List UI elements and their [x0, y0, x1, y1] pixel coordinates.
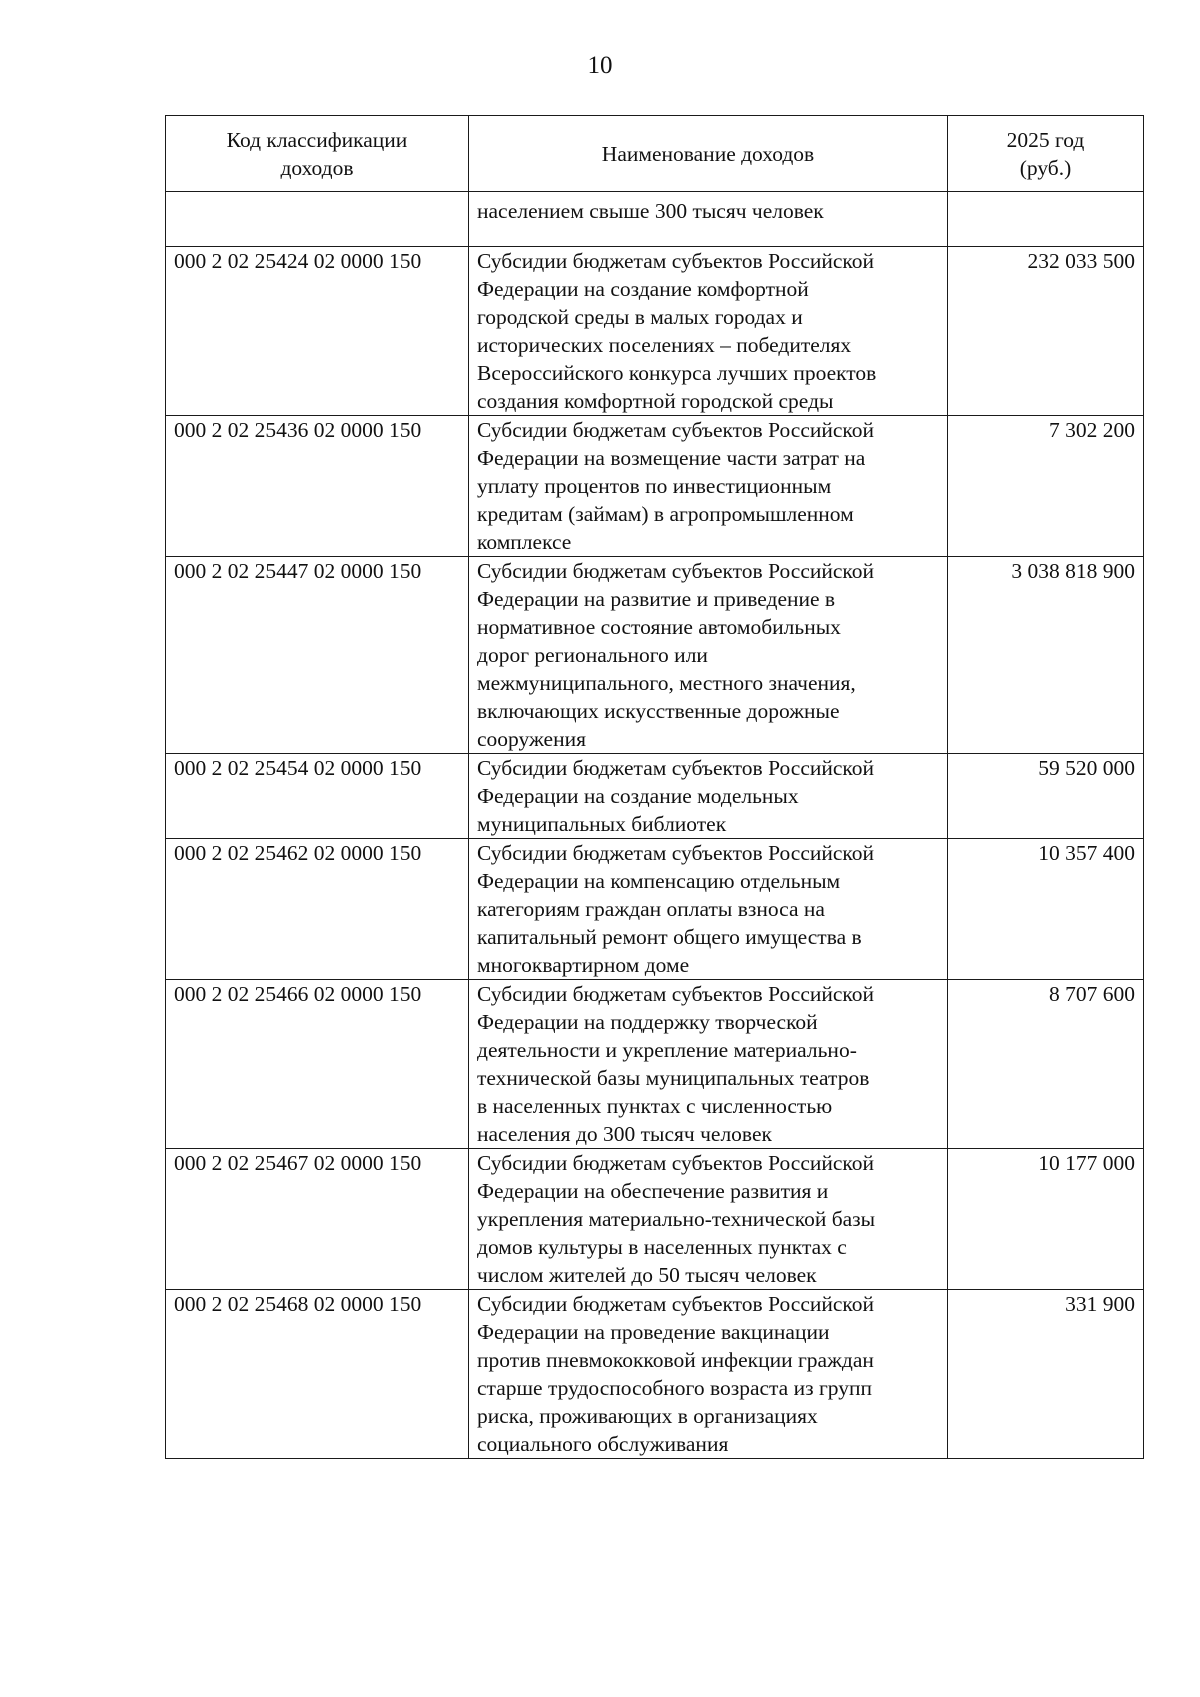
cell-name-line: сооружения — [477, 727, 586, 751]
cell-name-line: создания комфортной городской среды — [477, 389, 834, 413]
table-row — [166, 557, 1144, 754]
cell-name-line: капитальный ремонт общего имущества в — [477, 925, 862, 949]
cell-name-line: комплексе — [477, 530, 572, 554]
cell-name-line: Субсидии бюджетам субъектов Российской — [477, 559, 875, 583]
cell-name-line: Субсидии бюджетам субъектов Российской — [477, 1292, 875, 1316]
cell-name-line: домов культуры в населенных пунктах с — [477, 1235, 847, 1259]
table-row — [166, 247, 1144, 416]
cell-name-line: Субсидии бюджетам субъектов Российской — [477, 1151, 875, 1175]
cell-name-line: риска, проживающих в организациях — [477, 1404, 818, 1428]
cell-code — [166, 192, 469, 247]
cell-name-line: многоквартирном доме — [477, 953, 690, 977]
table-row — [166, 839, 1144, 980]
table-row — [166, 1149, 1144, 1290]
cell-name-line: Субсидии бюджетам субъектов Российской — [477, 418, 875, 442]
cell-name-line: Субсидии бюджетам субъектов Российской — [477, 982, 875, 1006]
cell-name-line: исторических поселениях – победителях — [477, 333, 852, 357]
cell-name — [469, 247, 948, 416]
cell-code: 000 2 02 25447 02 0000 150 — [166, 557, 469, 754]
table-body — [166, 192, 1144, 1459]
cell-code: 000 2 02 25466 02 0000 150 — [166, 980, 469, 1149]
table-header — [166, 116, 1144, 192]
cell-name-line: дорог регионального или — [477, 643, 708, 667]
cell-name-line: включающих искусственные дорожные — [477, 699, 840, 723]
cell-name-line: деятельности и укрепление материально- — [477, 1038, 857, 1062]
cell-name — [469, 1290, 948, 1459]
table-row — [166, 754, 1144, 839]
cell-code: 000 2 02 25454 02 0000 150 — [166, 754, 469, 839]
header-code-line: Код классификации — [226, 127, 408, 152]
cell-code: 000 2 02 25462 02 0000 150 — [166, 839, 469, 980]
cell-code: 000 2 02 25467 02 0000 150 — [166, 1149, 469, 1290]
table-row — [166, 416, 1144, 557]
cell-name-line: Субсидии бюджетам субъектов Российской — [477, 841, 875, 865]
cell-amount: 10 357 400 — [948, 839, 1144, 980]
cell-amount: 7 302 200 — [948, 416, 1144, 557]
cell-name-line: социального обслуживания — [477, 1432, 729, 1456]
cell-amount: 10 177 000 — [948, 1149, 1144, 1290]
cell-name-line: межмуниципального, местного значения, — [477, 671, 856, 695]
cell-amount: 3 038 818 900 — [948, 557, 1144, 754]
header-code — [166, 116, 469, 192]
cell-name-line: категориям граждан оплаты взноса на — [477, 897, 825, 921]
cell-name-line: технической базы муниципальных театров — [477, 1066, 870, 1090]
header-amount-line: 2025 год — [1006, 127, 1085, 152]
cell-code: 000 2 02 25424 02 0000 150 — [166, 247, 469, 416]
cell-name-line: муниципальных библиотек — [477, 812, 727, 836]
cell-name-line: против пневмококковой инфекции граждан — [477, 1348, 874, 1372]
cell-code: 000 2 02 25468 02 0000 150 — [166, 1290, 469, 1459]
cell-name-line: Федерации на поддержку творческой — [477, 1010, 818, 1034]
continuation-row — [166, 192, 1144, 247]
cell-amount: 59 520 000 — [948, 754, 1144, 839]
cell-name — [469, 980, 948, 1149]
cell-name — [469, 839, 948, 980]
cell-name-line: Федерации на развитие и приведение в — [477, 587, 836, 611]
cell-name-line: Федерации на возмещение части затрат на — [477, 446, 866, 470]
table-row — [166, 1290, 1144, 1459]
cell-code: 000 2 02 25436 02 0000 150 — [166, 416, 469, 557]
cell-name-line: уплату процентов по инвестиционным — [477, 474, 832, 498]
cell-name — [469, 754, 948, 839]
cell-amount — [948, 192, 1144, 247]
cell-name-line: Всероссийского конкурса лучших проектов — [477, 361, 877, 385]
cell-name-line: Федерации на создание комфортной — [477, 277, 809, 301]
cell-name-line: Субсидии бюджетам субъектов Российской — [477, 249, 875, 273]
cell-name — [469, 1149, 948, 1290]
page-number: 10 — [587, 52, 613, 79]
header-amount-line: (руб.) — [1019, 155, 1072, 180]
cell-name-line: укрепления материально-технической базы — [477, 1207, 876, 1231]
cell-name-line: Федерации на компенсацию отдельным — [477, 869, 841, 893]
cell-name-line: Федерации на создание модельных — [477, 784, 799, 808]
cell-name-line: Федерации на проведение вакцинации — [477, 1320, 830, 1344]
cell-name-line: числом жителей до 50 тысяч человек — [477, 1263, 817, 1287]
cell-name — [469, 416, 948, 557]
cell-amount: 8 707 600 — [948, 980, 1144, 1149]
cell-name-line: в населенных пунктах с численностью — [477, 1094, 833, 1118]
cell-name — [469, 557, 948, 754]
cell-amount: 232 033 500 — [948, 247, 1144, 416]
cell-name-line: населения до 300 тысяч человек — [477, 1122, 772, 1146]
cell-name-line: Федерации на обеспечение развития и — [477, 1179, 829, 1203]
table-row — [166, 980, 1144, 1149]
header-name: Наименование доходов — [469, 116, 948, 192]
cell-amount: 331 900 — [948, 1290, 1144, 1459]
cell-name-line: кредитам (займам) в агропромышленном — [477, 502, 854, 526]
header-row — [166, 116, 1144, 192]
header-code-line: доходов — [280, 155, 354, 180]
cell-name-line: Субсидии бюджетам субъектов Российской — [477, 756, 875, 780]
revenue-table — [165, 115, 1144, 1459]
cell-name-line: городской среды в малых городах и — [477, 305, 803, 329]
cell-name: населением свыше 300 тысяч человек — [469, 192, 948, 247]
cell-name-line: нормативное состояние автомобильных — [477, 615, 841, 639]
cell-name-line: старше трудоспособного возраста из групп — [477, 1376, 873, 1400]
header-amount — [948, 116, 1144, 192]
